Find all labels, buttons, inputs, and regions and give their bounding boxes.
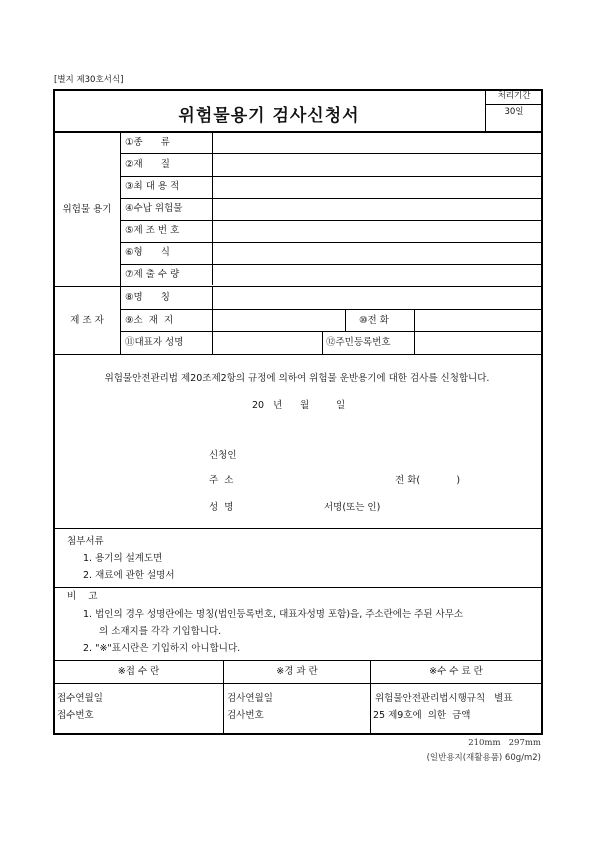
- field-representative[interactable]: [214, 332, 321, 353]
- row-label-location: ⑨소 재 지: [125, 315, 174, 326]
- applicant-signature-label: 서명(또는 인): [324, 502, 381, 513]
- fee-basis-line-2: 25 제9호에 의한 금액: [373, 710, 471, 721]
- field-max-volume[interactable]: [214, 177, 540, 198]
- header-fee: ※수 수 료 란: [429, 666, 483, 677]
- receipt-date-label: 접수연월일: [57, 693, 103, 704]
- field-company-name[interactable]: [214, 287, 540, 308]
- applicant-name-label: 성 명: [209, 502, 234, 513]
- field-phone[interactable]: [416, 310, 540, 331]
- row-label-model: ⑥형 식: [125, 247, 170, 258]
- remarks-title: 비 고: [67, 591, 98, 602]
- paper-type: (일반용지(재활용품) 60g/m2): [426, 753, 541, 763]
- applicant-name-field[interactable]: [240, 499, 320, 515]
- inspection-number-label: 검사번호: [227, 710, 264, 721]
- remarks-line-1-cont: 의 소재지를 각각 기입합니다.: [99, 626, 222, 637]
- attachments-title: 첨부서류: [67, 536, 104, 547]
- row-label-hazardous-contents: ④수납 위험물: [125, 203, 183, 214]
- maker-section-label: 제 조 자: [70, 315, 104, 326]
- row-label-representative: ⑪대표자 성명: [125, 337, 184, 348]
- remarks-line-2: 2. "※"표시란은 기입하지 아니합니다.: [83, 643, 241, 654]
- row-label-company-name: ⑧명 칭: [125, 292, 170, 303]
- row-label-material: ②재 질: [125, 159, 170, 170]
- container-section-label: 위험물 용기: [62, 204, 112, 215]
- receipt-number-label: 접수번호: [57, 710, 94, 721]
- date-month: 월: [300, 400, 310, 411]
- field-type[interactable]: [214, 132, 540, 153]
- applicant-address-label: 주 소: [209, 475, 234, 486]
- form-code: [별지 제30호서식]: [54, 75, 124, 85]
- application-statement: 위험물안전관리법 제20조제2항의 규정에 의하여 위험물 운반용기에 대한 검사를 신청합니다.: [104, 373, 490, 384]
- header-receipt: ※접 수 란: [117, 666, 160, 677]
- header-progress: ※경 과 란: [276, 666, 318, 677]
- field-model[interactable]: [214, 243, 540, 264]
- row-label-registration-number: ⑫주민등록번호: [326, 337, 391, 348]
- row-label-type: ①종 류: [125, 137, 170, 148]
- processing-label: 처리기간: [497, 91, 531, 101]
- date-day: 일: [336, 400, 346, 411]
- field-quantity[interactable]: [214, 265, 540, 286]
- page-title: 위험물용기 검사신청서: [178, 106, 360, 126]
- attachment-item-2: 2. 재료에 관한 설명서: [83, 570, 175, 581]
- applicant-address-field[interactable]: [240, 472, 390, 488]
- field-registration-number[interactable]: [416, 332, 540, 353]
- row-label-quantity: ⑦제 출 수 량: [125, 269, 180, 280]
- row-label-serial-number: ⑤제 조 번 호: [125, 225, 180, 236]
- attachment-item-1: 1. 용기의 설계도면: [83, 553, 163, 564]
- date-year: 20 년: [252, 400, 283, 411]
- paper-size: 210mm 297mm: [468, 738, 541, 748]
- row-label-phone: ⑩전 화: [359, 315, 389, 326]
- field-location[interactable]: [214, 310, 344, 331]
- field-material[interactable]: [214, 154, 540, 175]
- processing-value: 30일: [504, 107, 524, 117]
- field-hazardous-contents[interactable]: [214, 199, 540, 220]
- applicant-label: 신청인: [209, 450, 237, 461]
- inspection-date-label: 검사연월일: [227, 693, 273, 704]
- row-label-max-volume: ③최 대 용 적: [125, 181, 180, 192]
- fee-basis-line-1: 위험물안전관리법시행규칙 별표: [375, 693, 513, 704]
- field-serial-number[interactable]: [214, 221, 540, 242]
- remarks-line-1: 1. 법인의 경우 성명란에는 명칭(법인등록번호, 대표자성명 포함)을, 주소란에는 주된 사무소: [83, 609, 464, 620]
- applicant-phone-label: 전 화( ): [395, 475, 461, 486]
